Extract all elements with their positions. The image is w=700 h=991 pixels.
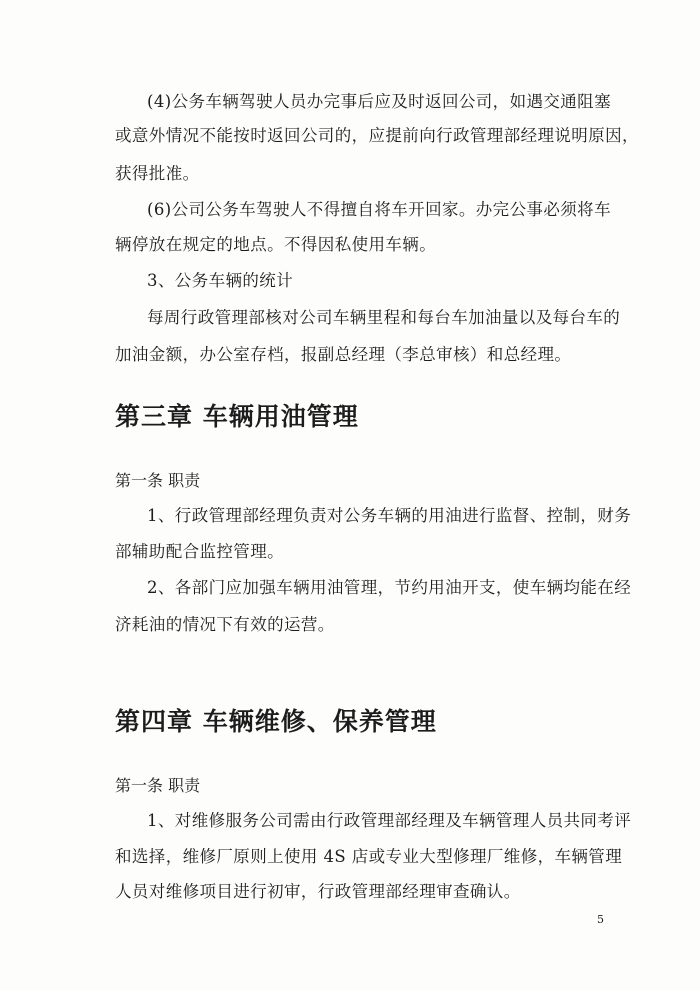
chapter-4-article-1-title: 第一条 职责 [115,776,201,795]
item-3-line-1: 每周行政管理部核对公司车辆里程和每台车加油量以及每台车的 [147,308,621,327]
paragraph-6-line-1: (6)公司公务车驾驶人不得擅自将车开回家。办完公事必须将车 [147,200,611,219]
chapter-3-item-1-line-1: 1、行政管理部经理负责对公务车辆的用油进行监督、控制，财务 [147,506,632,525]
chapter-4-item-1-line-3: 人员对维修项目进行初审，行政管理部经理审查确认。 [115,882,521,901]
paragraph-4-line-3: 获得批准。 [115,164,200,183]
item-3-title: 3、公务车辆的统计 [147,271,294,290]
paragraph-4-line-1: (4)公务车辆驾驶人员办完事后应及时返回公司，如遇交通阻塞 [147,92,611,111]
chapter-4-item-1-line-2: 和选择，维修厂原则上使用 4S 店或专业大型修理厂维修，车辆管理 [115,847,623,866]
chapter-3-item-1-line-2: 部辅助配合监控管理。 [115,542,284,561]
chapter-3-item-2-line-1: 2、各部门应加强车辆用油管理，节约用油开支，使车辆均能在经 [147,578,632,597]
chapter-4-item-1-line-1: 1、对维修服务公司需由行政管理部经理及车辆管理人员共同考评 [147,811,632,830]
paragraph-6-line-2: 辆停放在规定的地点。不得因私使用车辆。 [115,235,437,254]
paragraph-4-line-2: 或意外情况不能按时返回公司的，应提前向行政管理部经理说明原因， [115,126,639,145]
page-number: 5 [597,913,604,926]
chapter-3-article-1-title: 第一条 职责 [115,471,201,490]
chapter-3-title: 第三章 车辆用油管理 [115,402,359,431]
item-3-line-2: 加油金额，办公室存档，报副总经理（李总审核）和总经理。 [115,345,572,364]
chapter-3-item-2-line-2: 济耗油的情况下有效的运营。 [115,615,335,634]
chapter-4-title: 第四章 车辆维修、保养管理 [115,707,437,736]
